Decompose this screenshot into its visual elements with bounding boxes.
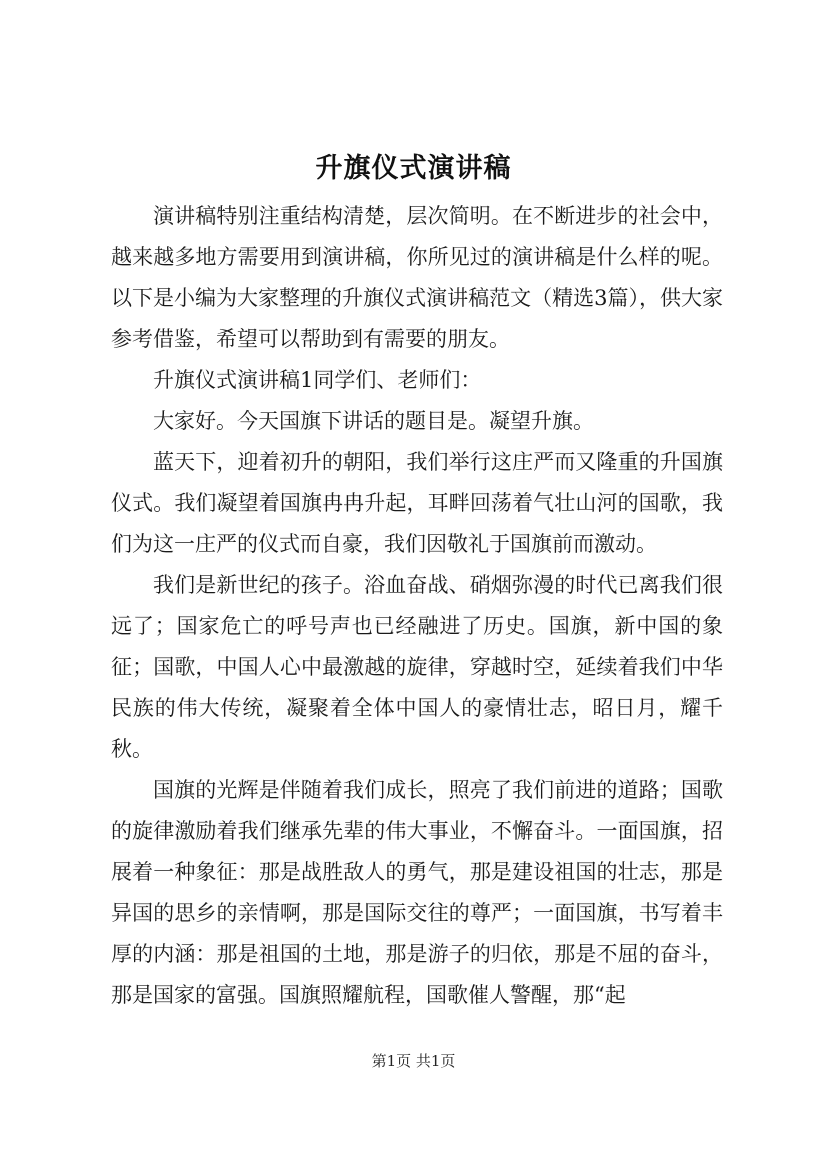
paragraph-intro: 演讲稿特别注重结构清楚，层次简明。在不断进步的社会中，越来越多地方需要用到演讲稿，你所见过的演讲稿是什么样的呢。以下是小编为大家整理的升旗仪式演讲稿范文（精选3篇），供大家参考借鉴，希望可以帮助到有需要的朋友。: [111, 204, 723, 351]
document-body: [111, 196, 723, 1016]
page-footer: 第1页 共1页: [371, 1052, 456, 1070]
paragraph-flag-glory: 国旗的光辉是伴随着我们成长，照亮了我们前进的道路；国歌的旋律激励着我们继承先辈的伟大事业，不懈奋斗。一面国旗，招展着一种象征：那是战胜敌人的勇气，那是建设祖国的壮志，那是异国的思乡的亲情啊，那是国际交往的尊严；一面国旗，书写着丰厚的内涵：那是祖国的土地，那是游子的归依，那是不屈的奋斗，那是国家的富强。国旗照耀航程，国歌催人警醒，那“起: [111, 778, 723, 1007]
paragraph-speech-heading: 升旗仪式演讲稿1同学们、老师们：: [153, 368, 482, 392]
paragraph-new-century: 我们是新世纪的孩子。浴血奋战、硝烟弥漫的时代已离我们很远了；国家危亡的呼号声也已经融进了历史。国旗，新中国的象征；国歌，中国人心中最激越的旋律，穿越时空，延续着我们中华民族的伟大传统，凝聚着全体中国人的豪情壮志，昭日月，耀千秋。: [111, 573, 723, 761]
document-title: 升旗仪式演讲稿: [315, 153, 512, 184]
paragraph-greeting: 大家好。今天国旗下讲话的题目是。凝望升旗。: [153, 409, 594, 433]
paragraph-blue-sky: 蓝天下，迎着初升的朝阳，我们举行这庄严而又隆重的升国旗仪式。我们凝望着国旗冉冉升起，耳畔回荡着气壮山河的国歌，我们为这一庄严的仪式而自豪，我们因敬礼于国旗前而激动。: [111, 450, 723, 556]
